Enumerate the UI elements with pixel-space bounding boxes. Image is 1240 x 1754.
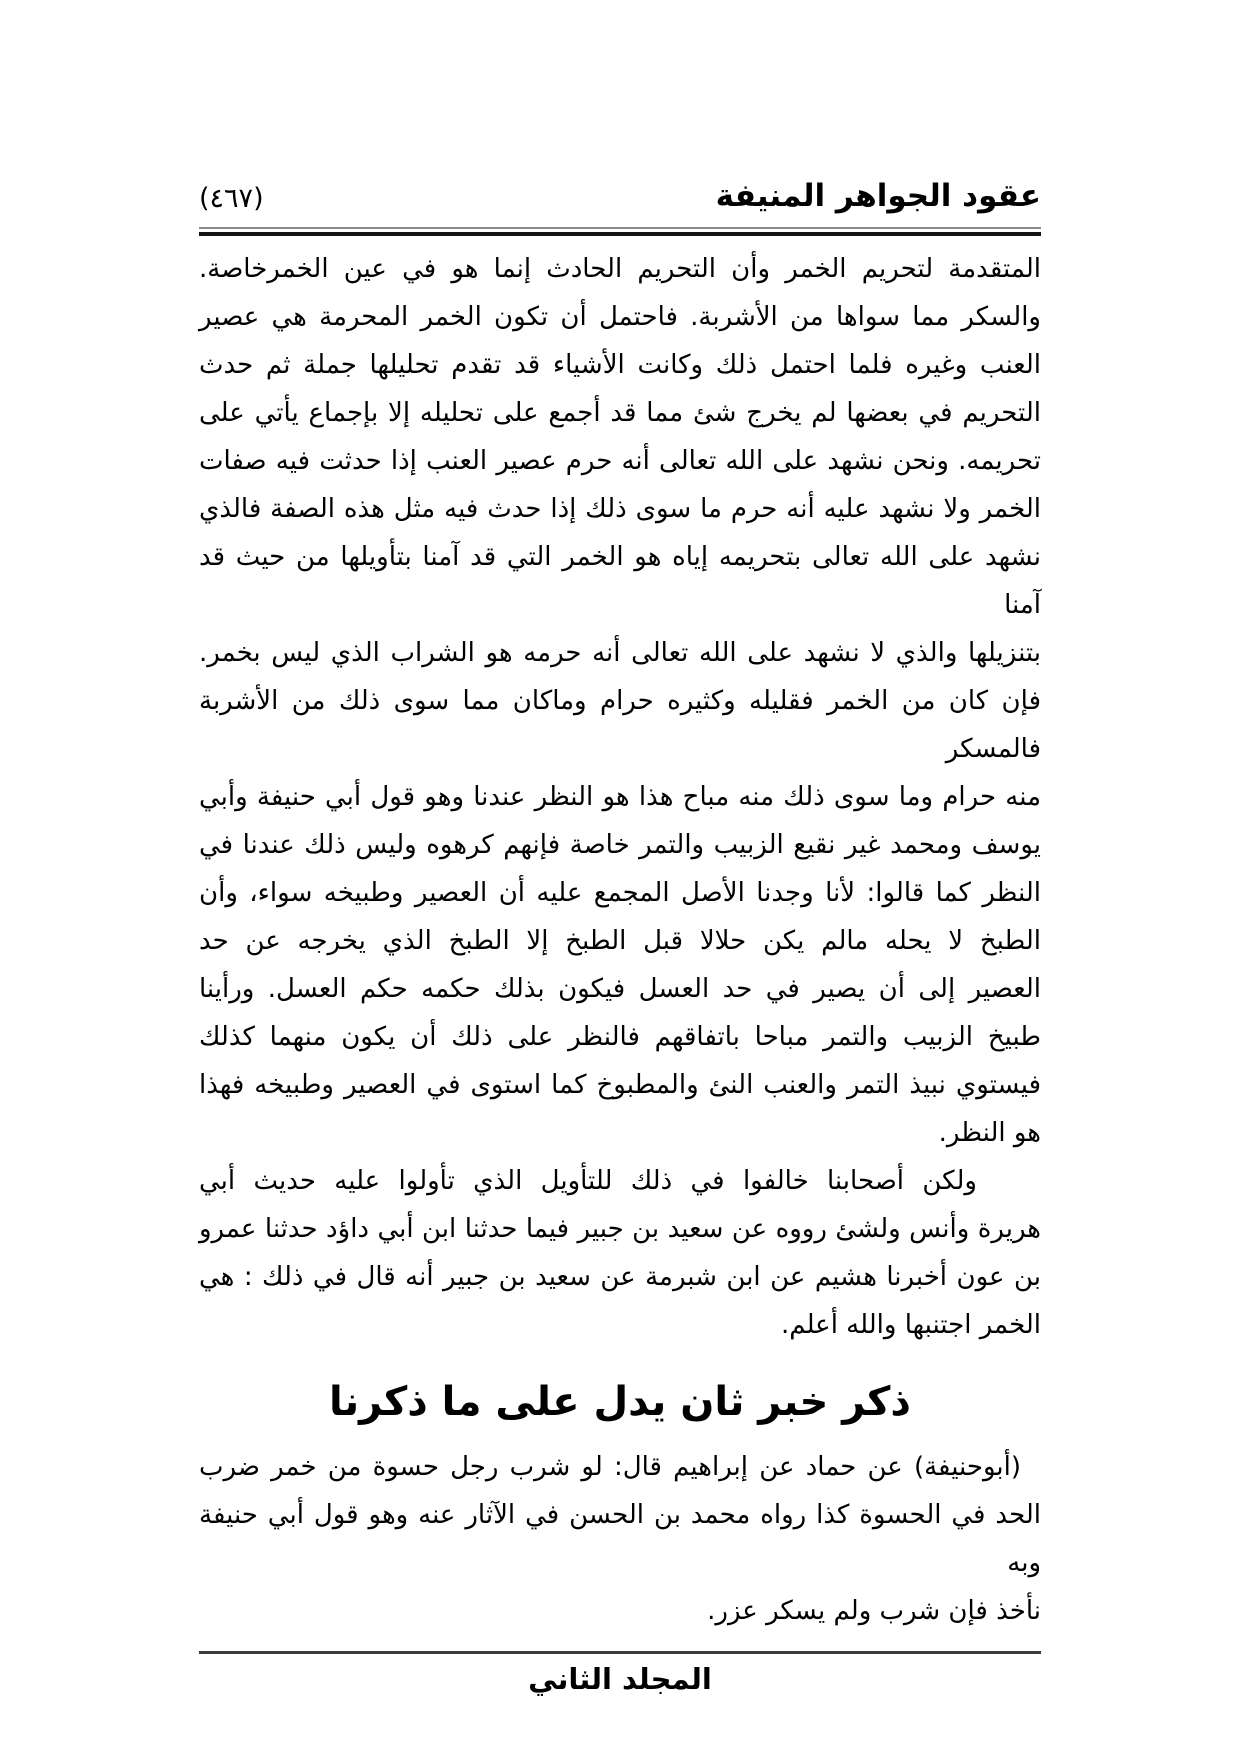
page-number: (٤٦٧): [199, 183, 264, 214]
body-line: الطبخ لا يحله مالم يكن حلالا قبل الطبخ إلا الطبخ الذي يخرجه عن حد: [199, 926, 1041, 956]
header-divider: [199, 227, 1041, 236]
page-content: [199, 0, 1041, 1696]
body-line: تحريمه. ونحن نشهد على الله تعالى أنه حرم عصير العنب إذا حدثت فيه صفات: [199, 446, 1041, 476]
body-line: نأخذ فإن شرب ولم يسكر عزر.: [707, 1596, 1041, 1626]
running-header: [199, 166, 1041, 214]
body-line: (أبوحنيفة) عن حماد عن إبراهيم قال: لو شرب رجل حسوة من خمر ضرب: [199, 1452, 1021, 1482]
body-line: العصير إلى أن يصير في حد العسل فيكون بذلك حكمه حكم العسل. ورأينا: [199, 974, 1041, 1004]
body-line: المتقدمة لتحريم الخمر وأن التحريم الحادث إنما هو في عين الخمرخاصة.: [199, 254, 1041, 284]
body-line: هو النظر.: [938, 1118, 1041, 1148]
body-text-after-heading: [199, 1443, 1041, 1635]
body-line: ولكن أصحابنا خالفوا في ذلك للتأويل الذي تأولوا عليه حديث أبي: [199, 1166, 977, 1196]
body-line: بن عون أخبرنا هشيم عن ابن شبرمة عن سعيد بن جبير أنه قال في ذلك : هي: [199, 1262, 1041, 1292]
body-line: هريرة وأنس ولشئ رووه عن سعيد بن جبير فيما حدثنا ابن أبي داؤد حدثنا عمرو: [199, 1214, 1041, 1244]
footer-divider: [199, 1651, 1041, 1654]
body-line: يوسف ومحمد غير نقيع الزبيب والتمر خاصة فإنهم كرهوه وليس ذلك عندنا في: [199, 830, 1041, 860]
body-line: التحريم في بعضها لم يخرج شئ مما قد أجمع على تحليله إلا بإجماع يأتي على: [199, 398, 1041, 428]
section-heading: ذكر خبر ثان يدل على ما ذكرنا: [329, 1379, 911, 1425]
body-line: والسكر مما سواها من الأشربة. فاحتمل أن تكون الخمر المحرمة هي عصير: [199, 302, 1041, 332]
body-line: نشهد على الله تعالى بتحريمه إياه هو الخمر التي قد آمنا بتأويلها من حيث قد آمنا: [199, 542, 1041, 620]
body-line: بتنزيلها والذي لا نشهد على الله تعالى أنه حرمه هو الشراب الذي ليس بخمر.: [199, 638, 1041, 668]
volume-label: المجلد الثاني: [528, 1662, 712, 1696]
body-line: العنب وغيره فلما احتمل ذلك وكانت الأشياء قد تقدم تحليلها جملة ثم حدث: [199, 350, 1041, 380]
body-line: طبيخ الزبيب والتمر مباحا باتفاقهم فالنظر على ذلك أن يكون منهما كذلك: [199, 1022, 1041, 1052]
body-line: فإن كان من الخمر فقليله وكثيره حرام وماكان مما سوى ذلك من الأشربة فالمسكر: [199, 686, 1041, 764]
body-line: النظر كما قالوا: لأنا وجدنا الأصل المجمع عليه أن العصير وطبيخه سواء، وأن: [199, 878, 1041, 908]
body-text: [199, 245, 1041, 1349]
body-line: الخمر ولا نشهد عليه أنه حرم ما سوى ذلك إذا حدث فيه مثل هذه الصفة فالذي: [199, 494, 1041, 524]
body-line: منه حرام وما سوى ذلك منه مباح هذا هو النظر عندنا وهو قول أبي حنيفة وأبي: [199, 782, 1041, 812]
book-title: عقود الجواهر المنيفة: [715, 178, 1041, 214]
body-line: فيستوي نبيذ التمر والعنب النئ والمطبوخ كما استوى في العصير وطبيخه فهذا: [199, 1070, 1041, 1100]
body-line: الخمر اجتنبها والله أعلم.: [781, 1310, 1041, 1340]
body-line: الحد في الحسوة كذا رواه محمد بن الحسن في الآثار عنه وهو قول أبي حنيفة وبه: [199, 1500, 1041, 1578]
